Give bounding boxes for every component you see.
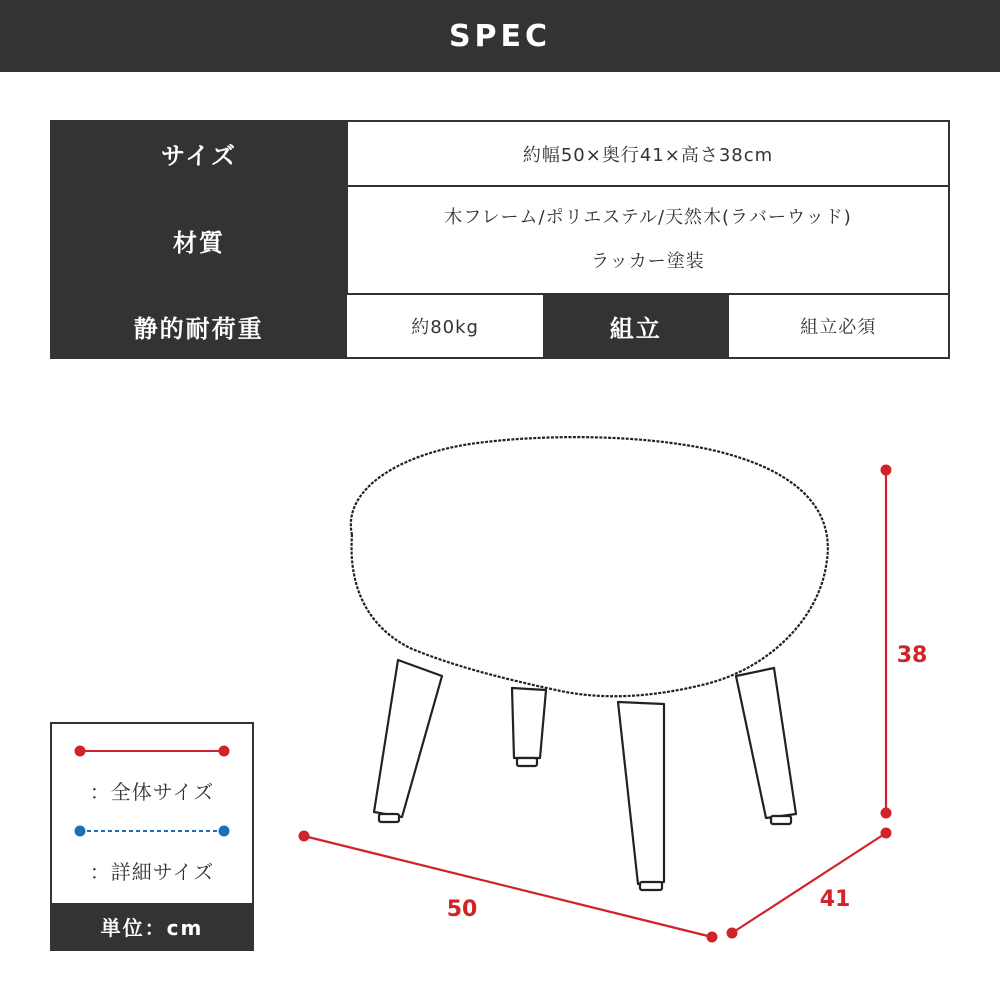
material-line-1: 木フレーム/ポリエステル/天然木(ラバーウッド) [444, 207, 852, 228]
size-value: 約幅50×奥行41×高さ38cm [348, 122, 948, 185]
stool-leg-cap [379, 814, 399, 822]
dimension-endpoint [299, 831, 309, 841]
depth-dimension-label: 41 [819, 887, 851, 912]
material-line-2: ラッカー塗装 [591, 251, 705, 272]
dimension-endpoint [727, 928, 737, 938]
overall-size-swatch [75, 746, 229, 756]
stool-leg-back-left [374, 660, 442, 817]
dimension-legend [50, 722, 254, 951]
dimension-endpoint [881, 465, 891, 475]
height-dimension [881, 465, 891, 818]
page-title: SPEC [448, 18, 552, 54]
dimension-endpoint [881, 808, 891, 818]
assembly-value: 組立必須 [729, 295, 949, 357]
detail-size-swatch [75, 826, 229, 836]
size-label: サイズ [52, 122, 346, 185]
assembly-label: 組立 [545, 295, 727, 357]
stool-leg-cap [640, 882, 662, 890]
material-label: 材質 [52, 187, 346, 293]
stool-leg-cap [771, 816, 791, 824]
load-value: 約80kg [347, 295, 543, 357]
stool-leg-back-right [736, 668, 796, 818]
height-dimension-label: 38 [896, 643, 928, 668]
detail-size-label: ：詳細サイズ [89, 860, 215, 884]
stool-leg-back-middle [512, 688, 546, 758]
overall-size-label: ：全体サイズ [89, 780, 215, 804]
load-label: 静的耐荷重 [52, 295, 345, 357]
depth-dimension [727, 828, 891, 938]
dimension-endpoint [881, 828, 891, 838]
stool-leg-front [618, 702, 664, 884]
unit-label: 単位：cm [52, 903, 252, 949]
width-dimension-label: 50 [446, 897, 478, 922]
dimension-endpoint [707, 932, 717, 942]
stool-leg-cap [517, 758, 537, 766]
stool-seat-cushion [351, 437, 828, 696]
